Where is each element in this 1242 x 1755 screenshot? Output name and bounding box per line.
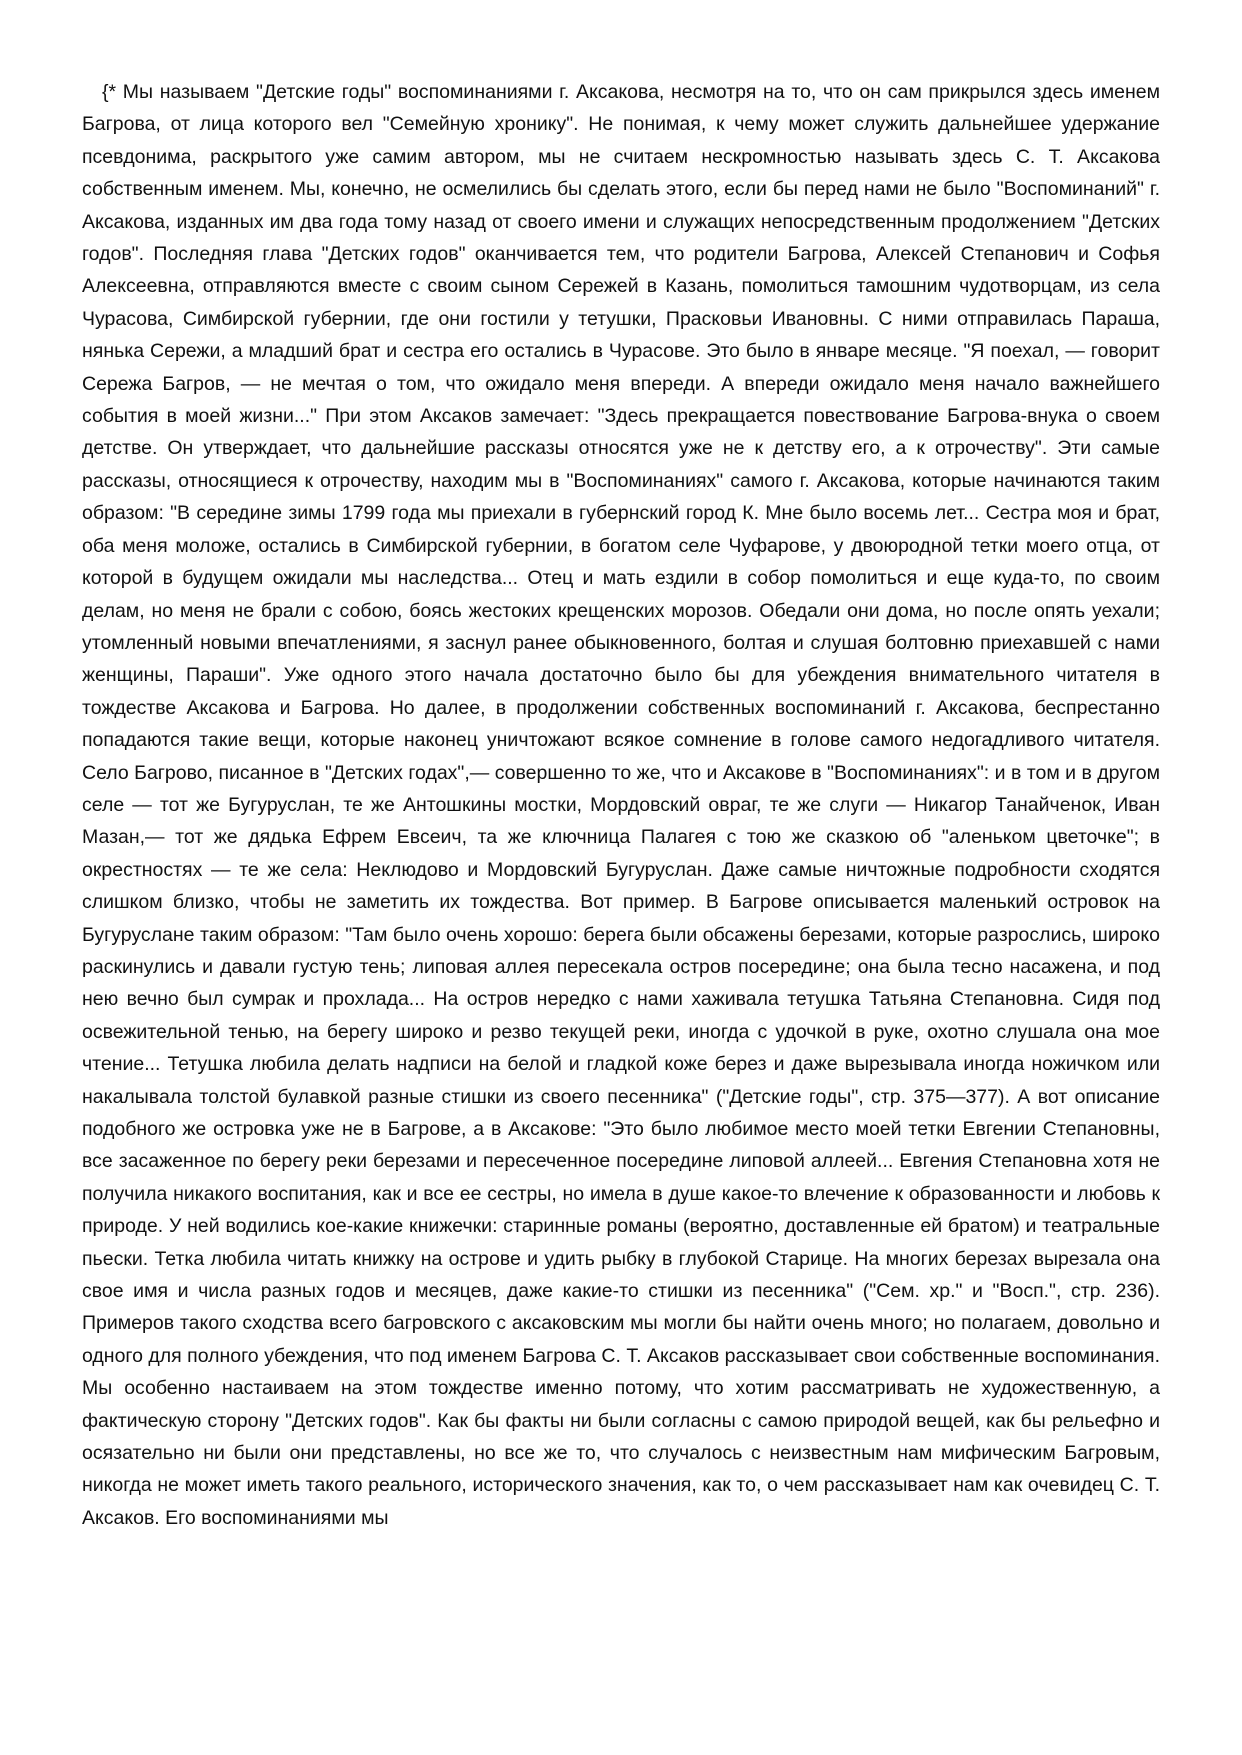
document-page	[82, 76, 1160, 1716]
body-paragraph: {* Мы называем "Детские годы" воспоминаниями г. Аксакова, несмотря на то, что он сам прикрылся здесь именем Багрова, от лица которого вел "Семейную хронику". Не понимая, к чему может служить дальнейшее удержание псевдонима, раскрытого уже самим автором, мы не считаем нескромностью называть здесь С. Т. Аксакова собственным именем. Мы, конечно, не осмелились бы сделать этого, если бы перед нами не было "Воспоминаний" г. Аксакова, изданных им два года тому назад от своего имени и служащих непосредственным продолжением "Детских годов". Последняя глава "Детских годов" оканчивается тем, что родители Багрова, Алексей Степанович и Софья Алексеевна, отправляются вместе с своим сыном Сережей в Казань, помолиться тамошним чудотворцам, из села Чурасова, Симбирской губернии, где они гостили у тетушки, Прасковьи Ивановны. С ними отправилась Параша, нянька Сережи, а младший брат и сестра его остались в Чурасове. Это было в январе месяце. "Я поехал, — говорит Сережа Багров, — не мечтая о том, что ожидало меня впереди. А впереди ожидало меня начало важнейшего события в моей жизни..." При этом Аксаков замечает: "Здесь прекращается повествование Багрова-внука о своем детстве. Он утверждает, что дальнейшие рассказы относятся уже не к детству его, а к отрочеству". Эти самые рассказы, относящиеся к отрочеству, находим мы в "Воспоминаниях" самого г. Аксакова, которые начинаются таким образом: "В середине зимы 1799 года мы приехали в губернский город К. Мне было восемь лет... Сестра моя и брат, оба меня моложе, остались в Симбирской губернии, в богатом селе Чуфарове, у двоюродной тетки моего отца, от которой в будущем ожидали мы наследства... Отец и мать ездили в собор помолиться и еще куда-то, по своим делам, но меня не брали с собою, боясь жестоких крещенских морозов. Обедали они дома, но после опять уехали; утомленный новыми впечатлениями, я заснул ранее обыкновенного, болтая и слушая болтовню приехавшей с нами женщины, Параши". Уже одного этого начала достаточно было бы для убеждения внимательного читателя в тождестве Аксакова и Багрова. Но далее, в продолжении собственных воспоминаний г. Аксакова, беспрестанно попадаются такие вещи, которые наконец уничтожают всякое сомнение в голове самого недогадливого читателя. Село Багрово, писанное в "Детских годах",— совершенно то же, что и Аксакове в "Воспоминаниях": и в том и в другом селе — тот же Бугуруслан, те же Антошкины мостки, Мордовский овраг, те же слуги — Никагор Танайченок, Иван Мазан,— тот же дядька Ефрем Евсеич, та же ключница Палагея с тою же сказкою об "аленьком цветочке"; в окрестностях — те же села: Неклюдово и Мордовский Бугуруслан. Даже самые ничтожные подробности сходятся слишком близко, чтобы не заметить их тождества. Вот пример. В Багрове описывается маленький островок на Бугуруслане таким образом: "Там было очень хорошо: берега были обсажены березами, которые разрослись, широко раскинулись и давали густую тень; липовая аллея пересекала остров посередине; она была тесно насажена, и под нею вечно был сумрак и прохлада... На остров нередко с нами хаживала тетушка Татьяна Степановна. Сидя под освежительной тенью, на берегу широко и резво текущей реки, иногда с удочкой в руке, охотно слушала она мое чтение... Тетушка любила делать надписи на белой и гладкой коже берез и даже вырезывала иногда ножичком или накалывала толстой булавкой разные стишки из своего песенника" ("Детские годы", стр. 375—377). А вот описание подобного же островка уже не в Багрове, а в Аксакове: "Это было любимое место моей тетки Евгении Степановны, все засаженное по берегу реки березами и пересеченное посередине липовой аллеей... Евгения Степановна хотя не получила никакого воспитания, как и все ее сестры, но имела в душе какое-то влечение к образованности и любовь к природе. У ней водились кое-какие книжечки: старинные романы (вероятно, доставленные ей братом) и театральные пьески. Тетка любила читать книжку на острове и удить рыбку в глубокой Старице. На многих березах вырезала она свое имя и числа разных годов и месяцев, даже какие-то стишки из песенника" ("Сем. хр." и "Восп.", стр. 236). Примеров такого сходства всего багровского с аксаковским мы могли бы найти очень много; но полагаем, довольно и одного для полного убеждения, что под именем Багрова С. Т. Аксаков рассказывает свои собственные воспоминания. Мы особенно настаиваем на этом тождестве именно потому, что хотим рассматривать не художественную, а фактическую сторону "Детских годов". Как бы факты ни были согласны с самою природой вещей, как бы рельефно и осязательно ни были они представлены, но все же то, что случалось с неизвестным нам мифическим Багровым, никогда не может иметь такого реального, исторического значения, как то, о чем рассказывает нам как очевидец С. Т. Аксаков. Его воспоминаниями мы	[82, 81, 1160, 1529]
